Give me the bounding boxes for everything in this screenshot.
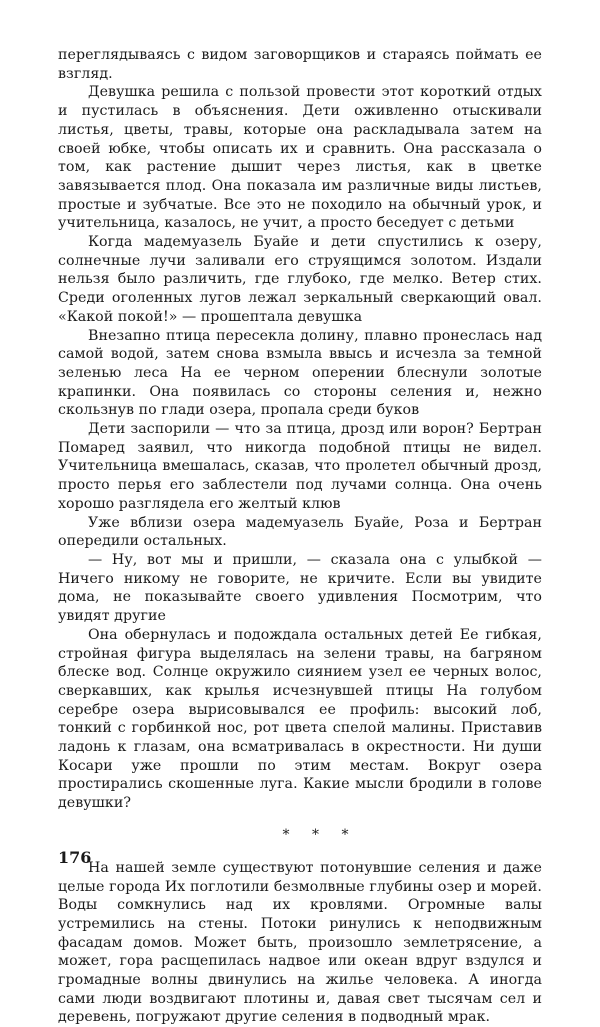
paragraph: Дети заспорили — что за птица, дрозд или ворон? Бертран Помаред заявил, что никогда подобной птицы не видел. Учительница вмешалась, сказав, что пролетел обычный дрозд, просто перья его заблестели под лучами солнца. Она очень хорошо разглядела его желтый клюв [58,421,542,512]
main-text [58,46,542,813]
paragraph: переглядываясь с видом заговорщиков и стараясь поймать ее взгляд. [58,47,542,82]
paragraph: Когда мадемуазель Буайе и дети спустились к озеру, солнечные лучи заливали его струящимся золотом. Издали нельзя было различить, где глубоко, где мелко. Ветер стих. Среди оголенных лугов лежал зеркальный сверкающий овал. «Какой покой!» — прошептала девушка [58,234,542,325]
paragraph: Она обернулась и подождала остальных детей Ее гибкая, стройная фигура выделялась на зелени травы, на багряном блеске вод. Солнце окружило сиянием узел ее черных волос, сверкавших, как крылья исчезнувшей птицы На голубом серебре озера вырисовывался ее профиль: высокий лоб, тонкий с горбинкой нос, рот цвета спелой малины. Приставив ладонь к глазам, она всматривалась в окрестности. Ни души Косари уже прошли по этим местам. Вокруг озера простирались скошенные луга. Какие мысли бродили в голове девушки? [58,626,542,812]
paragraph: — Ну, вот мы и пришли, — сказала она с улыбкой — Ничего никому не говорите, не кричите. Если вы увидите дома, не показывайте своего удивления Посмотрим, что увидят другие [58,551,542,625]
section-text [58,859,542,1027]
paragraph: На нашей земле существуют потонувшие селения и даже целые города Их поглотили безмолвные глубины озер и морей. Воды сомкнулись над их кровлями. Огромные валы устремились на стены. Потоки ринулись к неподвижным фасадам домов. Может быть, произошло землетрясение, а может, гора расщепилась надвое или океан вдруг вздулся и громадные волны двинулись на жилье человека. А иногда сами люди воздвигают плотины и, давая свет тысячам сел и деревень, погружают другие селения в подводный мрак. [58,859,542,1026]
section-separator: * * * [282,826,358,843]
paragraph: Внезапно птица пересекла долину, плавно пронеслась над самой водой, затем снова взмыла ввысь и исчезла за темной зеленью леса На ее черном оперении блеснули золотые крапинки. Она появилась со стороны селения и, нежно скользнув по глади озера, пропала среди буков [58,327,542,419]
paragraph: Уже вблизи озера мадемуазель Буайе, Роза и Бертран опередили остальных. [58,514,542,550]
paragraph: Девушка решила с пользой провести этот короткий отдых и пустилась в объяснения. Дети оживленно отыскивали листья, цветы, травы, которые она раскладывала затем на своей юбке, чтобы описать их и сравнить. Она рассказала о том, как растение дышит через листья, как в цветке завязывается плод. Она показала им различные виды листьев, простые и зубчатые. Все это не походило на обычный урок, и учительница, казалось, не учит, а просто беседует с детьми [58,84,542,232]
page-number: 176 [58,848,92,867]
